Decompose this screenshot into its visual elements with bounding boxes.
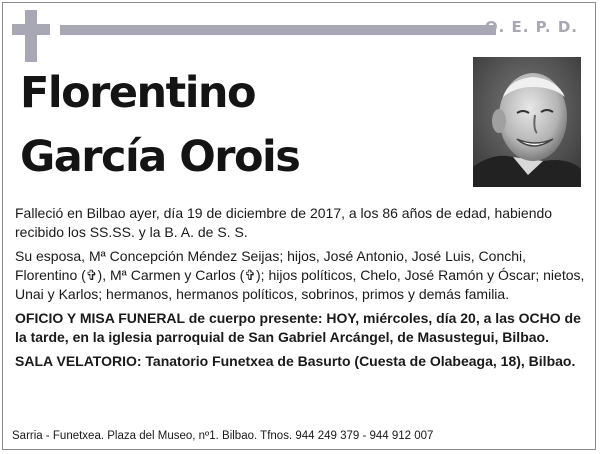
deceased-surnames: García Orois (20, 132, 300, 182)
funeral-paragraph (15, 309, 590, 347)
obituary-body (15, 204, 590, 376)
family-paragraph: Su esposa, Mª Concepción Méndez Seijas; hijos, José Antonio, José Luis, Conchi, Florentino (✞), Mª Carmen y Carlos (✞); hijos políticos, Chelo, José Ramón y Óscar; nietos, Unai y Karlos; hermanos, hermanos políticos, sobrinos, primos y demás familia. (15, 248, 585, 302)
header-rule (60, 25, 496, 35)
funeral-home-footer: Sarria - Funetxea. Plaza del Museo, nº1. Bilbao. Tfnos. 944 249 379 - 944 912 007 (12, 430, 434, 442)
portrait-photo (473, 57, 581, 187)
cross-icon-bar (12, 24, 50, 35)
wake-paragraph: SALA VELATORIO: Tanatorio Funetxea de Basurto (Cuesta de Olabeaga, 18), Bilbao. (15, 353, 576, 369)
cross-icon (25, 10, 37, 62)
qepd-label: Q. E. P. D. (484, 18, 578, 36)
funeral-details: de cuerpo presente: HOY, miércoles, día 20, a las OCHO de la tarde, en la iglesia parroquial de San Gabriel Arcángel, de Masustegui, Bilbao. (15, 310, 581, 345)
death-notice-paragraph: Falleció en Bilbao ayer, día 19 de diciembre de 2017, a los 86 años de edad, habiendo recibido los SS.SS. y la B. A. de S. S. (15, 205, 553, 240)
portrait-illustration (473, 57, 581, 187)
deceased-first-name: Florentino (20, 68, 256, 118)
funeral-heading: OFICIO Y MISA FUNERAL (15, 310, 185, 326)
